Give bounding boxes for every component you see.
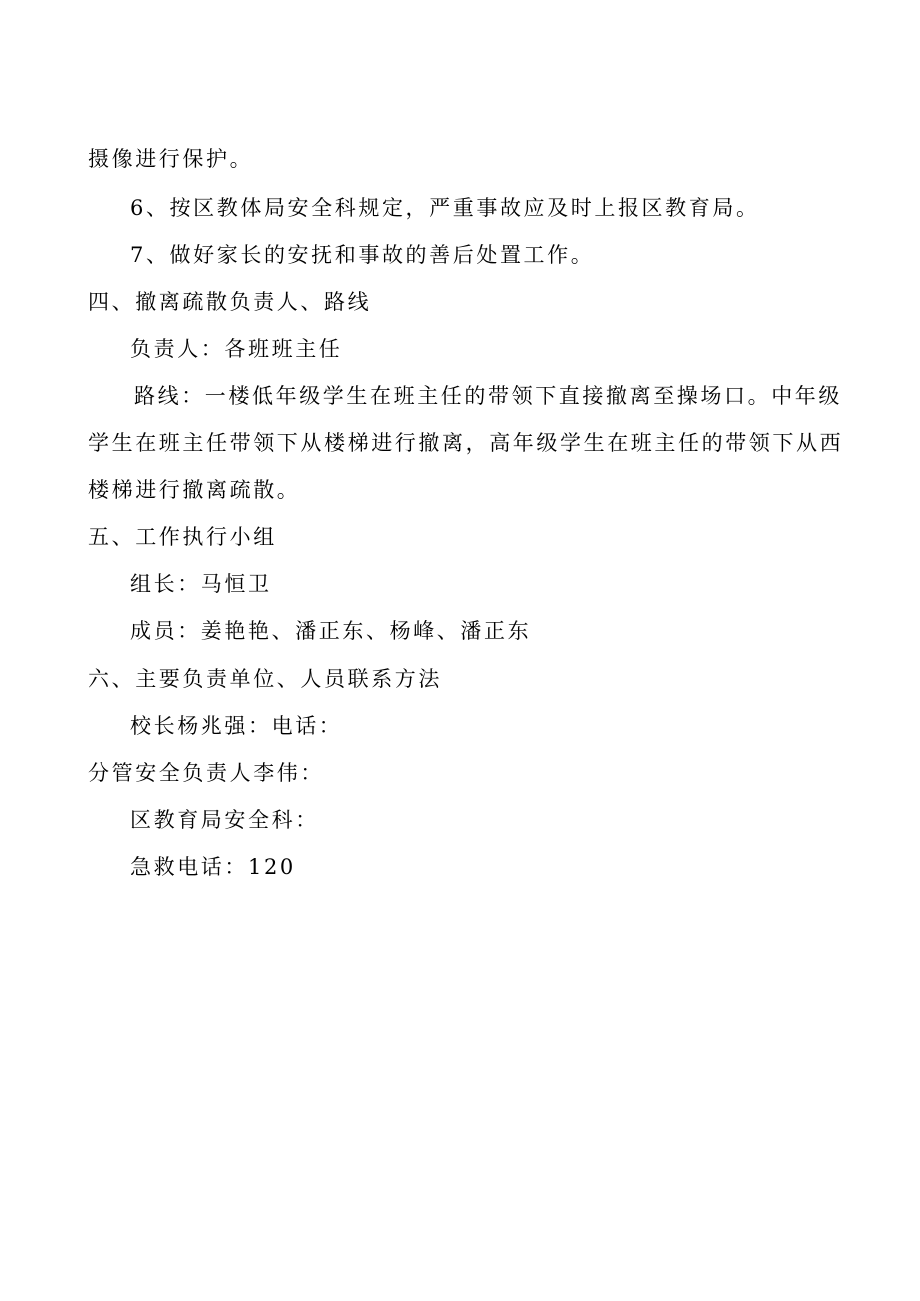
- principal-contact: 校长杨兆强：电话：: [130, 714, 343, 738]
- route-paragraph-line-2: 学生在班主任带领下从楼梯进行撤离，高年级学生在班主任的带领下从西: [88, 431, 844, 455]
- list-item-6: 6、按区教体局安全科规定，严重事故应及时上报区教育局。: [130, 196, 760, 220]
- list-item-7: 7、做好家长的安抚和事故的善后处置工作。: [130, 243, 595, 267]
- section-heading-6: 六、主要负责单位、人员联系方法: [88, 667, 442, 691]
- section-heading-5: 五、工作执行小组: [88, 525, 277, 549]
- section-heading-4: 四、撤离疏散负责人、路线: [88, 290, 372, 314]
- group-leader: 组长：马恒卫: [130, 572, 272, 596]
- emergency-phone: 急救电话：120: [130, 855, 296, 879]
- route-paragraph-line-3: 楼梯进行撤离疏散。: [88, 478, 301, 502]
- route-paragraph-line-1: 路线：一楼低年级学生在班主任的带领下直接撤离至操场口。中年级: [134, 384, 842, 408]
- safety-lead-contact: 分管安全负责人李伟：: [88, 761, 324, 785]
- education-bureau-contact: 区教育局安全科：: [130, 808, 319, 832]
- group-members: 成员：姜艳艳、潘正东、杨峰、潘正东: [130, 619, 532, 643]
- responsible-person: 负责人：各班班主任: [130, 337, 343, 361]
- paragraph-continuation: 摄像进行保护。: [88, 147, 254, 171]
